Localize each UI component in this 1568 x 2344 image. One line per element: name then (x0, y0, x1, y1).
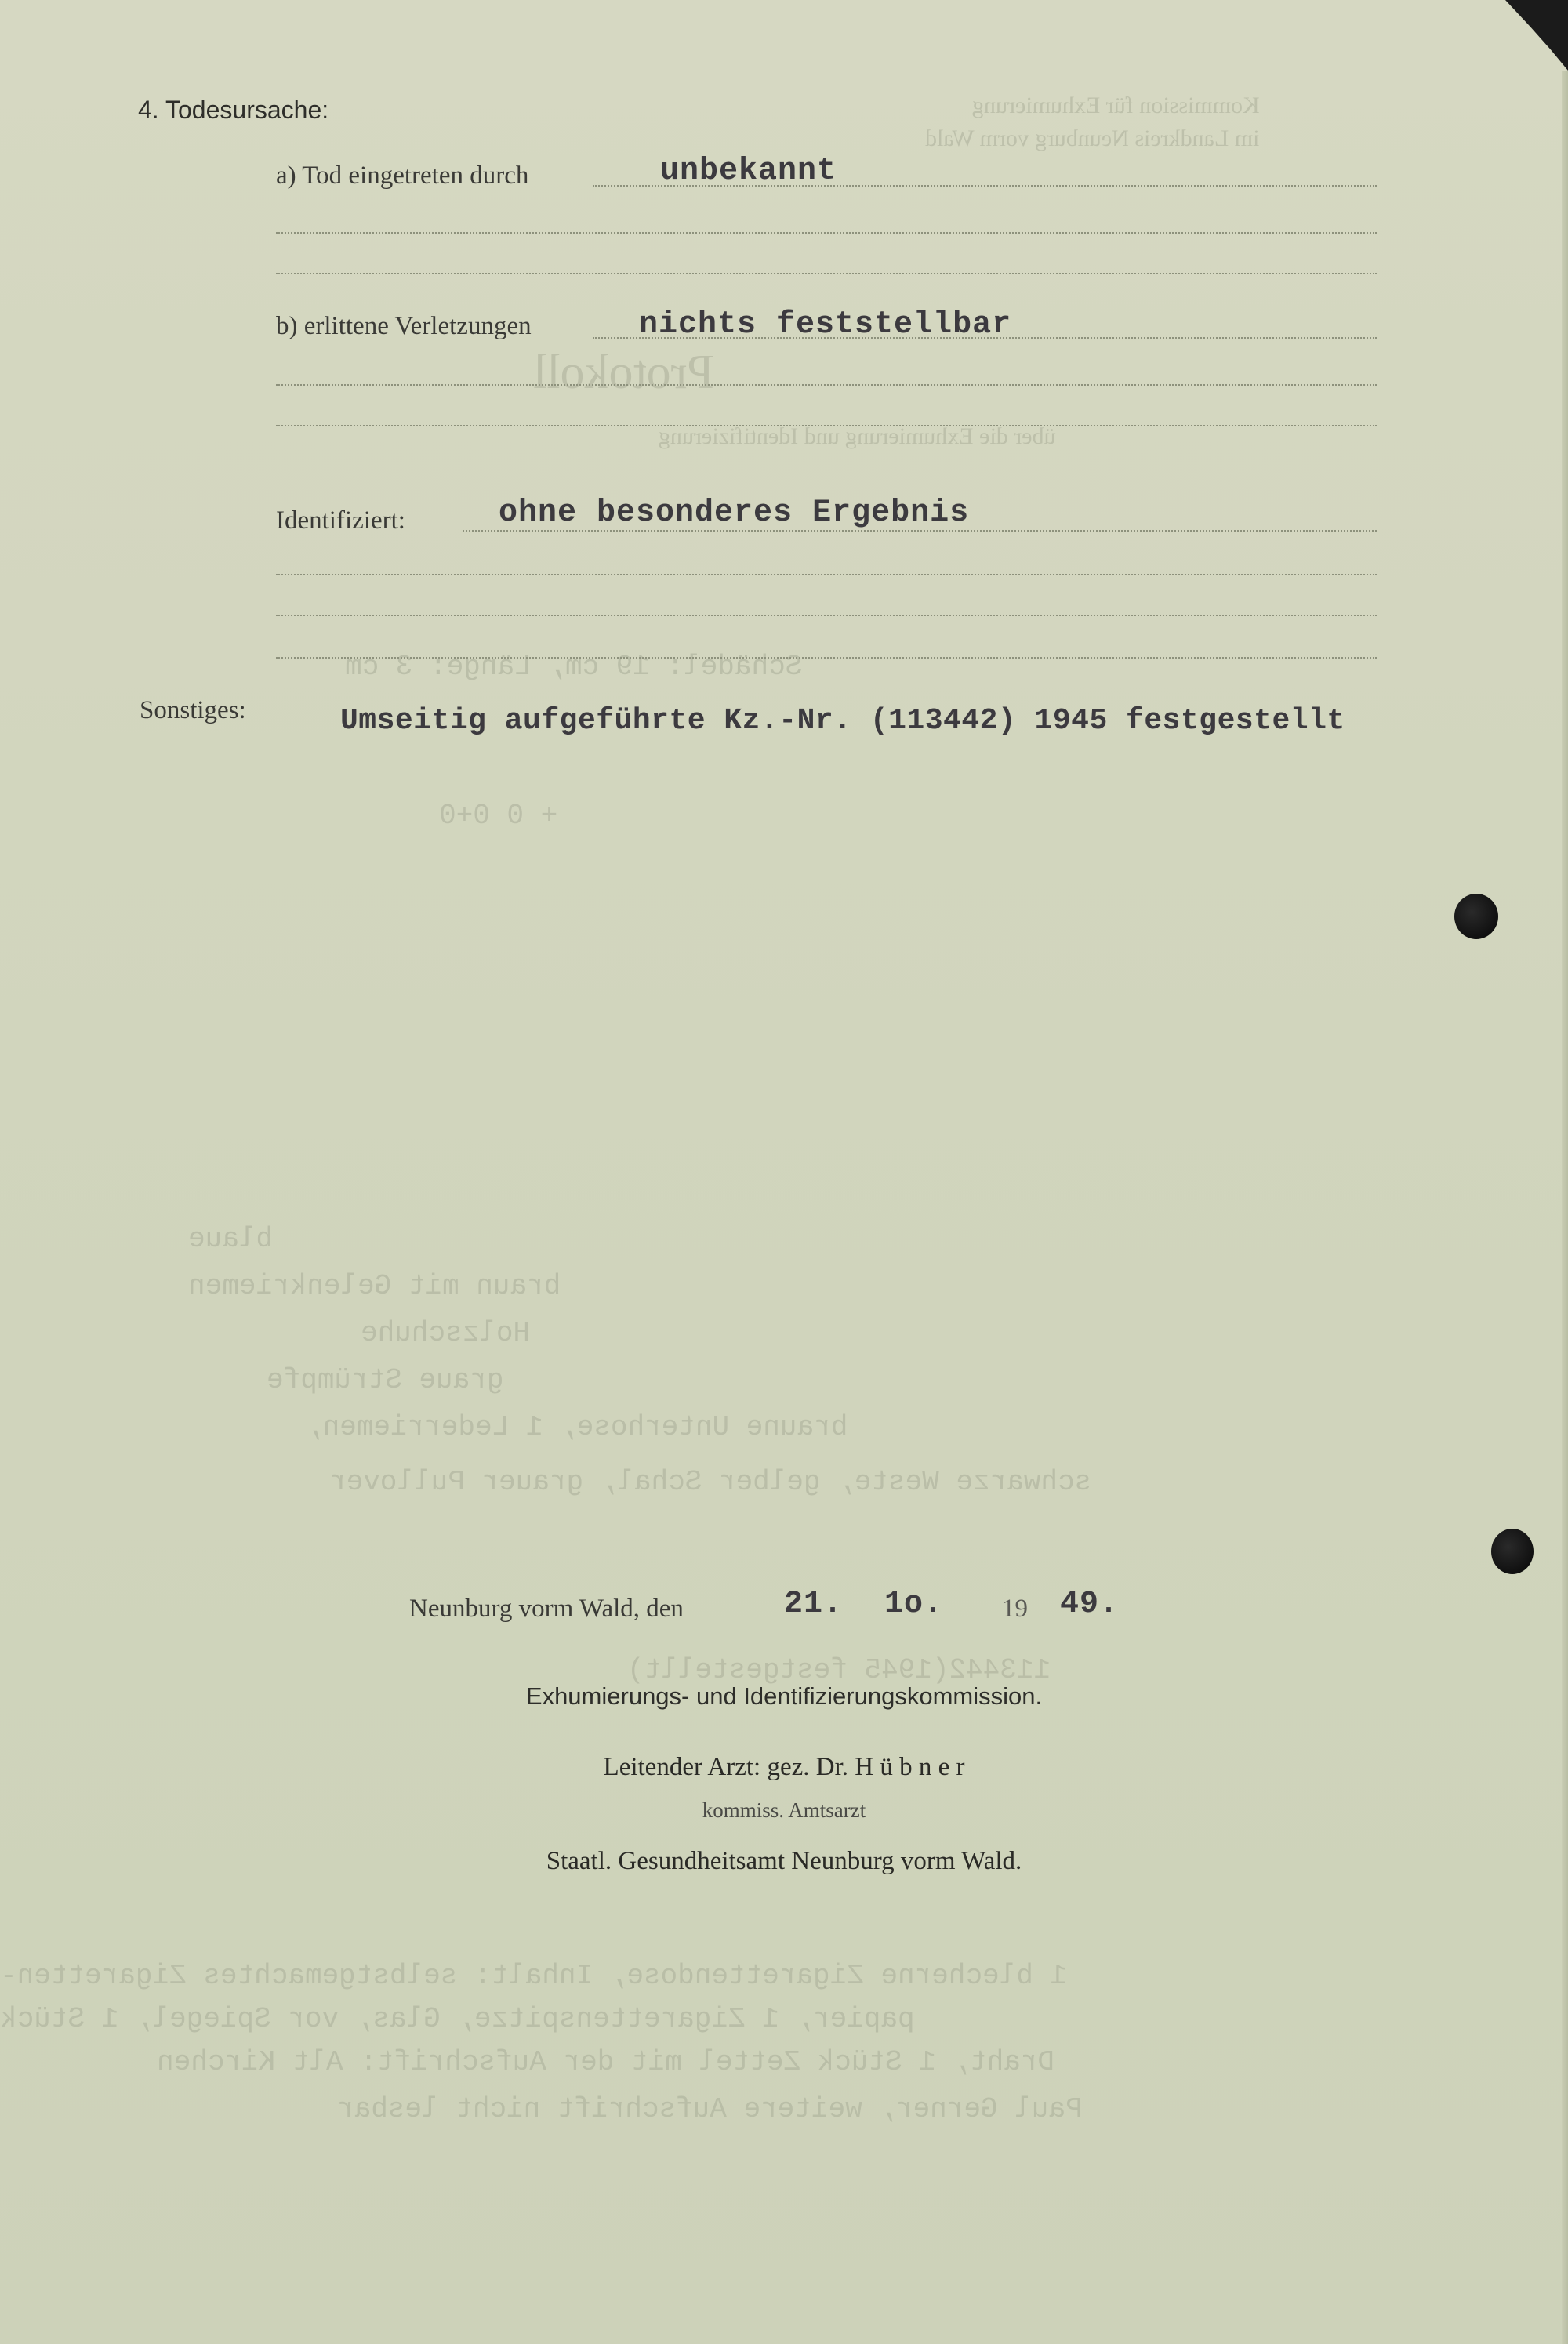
bleed-through: Holzschuhe (361, 1317, 531, 1349)
health-office: Staatl. Gesundheitsamt Neunburg vorm Wald. (546, 1847, 1022, 1875)
bleed-through: schwarze Weste, gelber Schal, grauer Pullover (329, 1466, 1092, 1498)
commission-name: Exhumierungs- und Identifizierungskommission. (525, 1682, 1043, 1710)
cause-of-death-value: unbekannt (660, 154, 837, 189)
bleed-through: braun mit Gelenkriemen (188, 1270, 561, 1302)
identified-label: Identifiziert: (276, 506, 405, 535)
dotted-line (276, 232, 1377, 234)
dotted-line (276, 425, 1377, 426)
bleed-through: 1 blecherne Zigarettendose, Inhalt: selbstgemachtes Zigaretten- (0, 1960, 1068, 1992)
dotted-line (276, 384, 1377, 386)
bleed-through: Paul Gerner, weitere Aufschrift nicht lesbar (337, 2093, 1083, 2125)
punch-hole (1491, 1529, 1534, 1574)
injuries-value: nichts feststellbar (639, 307, 1012, 343)
torn-corner (1505, 0, 1568, 71)
date-year: 49. (1060, 1587, 1120, 1622)
identified-value: ohne besonderes Ergebnis (499, 495, 970, 531)
other-label: Sonstiges: (140, 696, 246, 724)
date-month: 1o. (884, 1587, 944, 1622)
bleed-through: + 0 0+0 (439, 800, 558, 832)
bleed-through: Draht, 1 Stück Zettel mit der Aufschrift: Alt Kirchen (157, 2046, 1054, 2078)
bleed-through: Schädel: 19 cm, Länge: 3 cm (345, 651, 803, 683)
bleed-through: blaue (188, 1223, 274, 1255)
doctor-title: kommiss. Amtsarzt (702, 1798, 866, 1822)
injuries-label: b) erlittene Verletzungen (276, 312, 532, 340)
dotted-line (276, 574, 1377, 575)
bleed-through: über die Exhumierung und Identifizierung (659, 423, 1056, 449)
bleed-through: papier, 1 Zigarettenspitze, Glas, vor Spiegel, 1 Stück (0, 2003, 915, 2035)
date-day: 21. (784, 1587, 844, 1622)
bleed-through: im Landkreis Neunburg vorm Wald (925, 125, 1260, 151)
punch-hole (1454, 894, 1498, 939)
dotted-line (276, 615, 1377, 616)
section-title: 4. Todesursache: (138, 96, 329, 124)
dotted-line (276, 657, 1377, 659)
dotted-line (276, 273, 1377, 274)
place-date-label: Neunburg vorm Wald, den (409, 1595, 684, 1623)
bleed-through: Protokoll (533, 346, 714, 399)
doctor-signature: Leitender Arzt: gez. Dr. H ü b n e r (603, 1753, 965, 1781)
cause-of-death-label: a) Tod eingetreten durch (276, 161, 529, 190)
bleed-through: 113442(1945 festgestellt) (627, 1654, 1051, 1686)
bleed-through: Kommission für Exhumierung (972, 93, 1260, 118)
bleed-through: graue Strümpfe (267, 1364, 504, 1396)
page-edge (1562, 71, 1568, 2344)
other-value: Umseitig aufgeführte Kz.-Nr. (113442) 1945 festgestellt (340, 704, 1345, 738)
bleed-through: braune Unterhose, 1 Lederriemen, (306, 1411, 848, 1443)
date-century: 19 (1002, 1595, 1028, 1623)
